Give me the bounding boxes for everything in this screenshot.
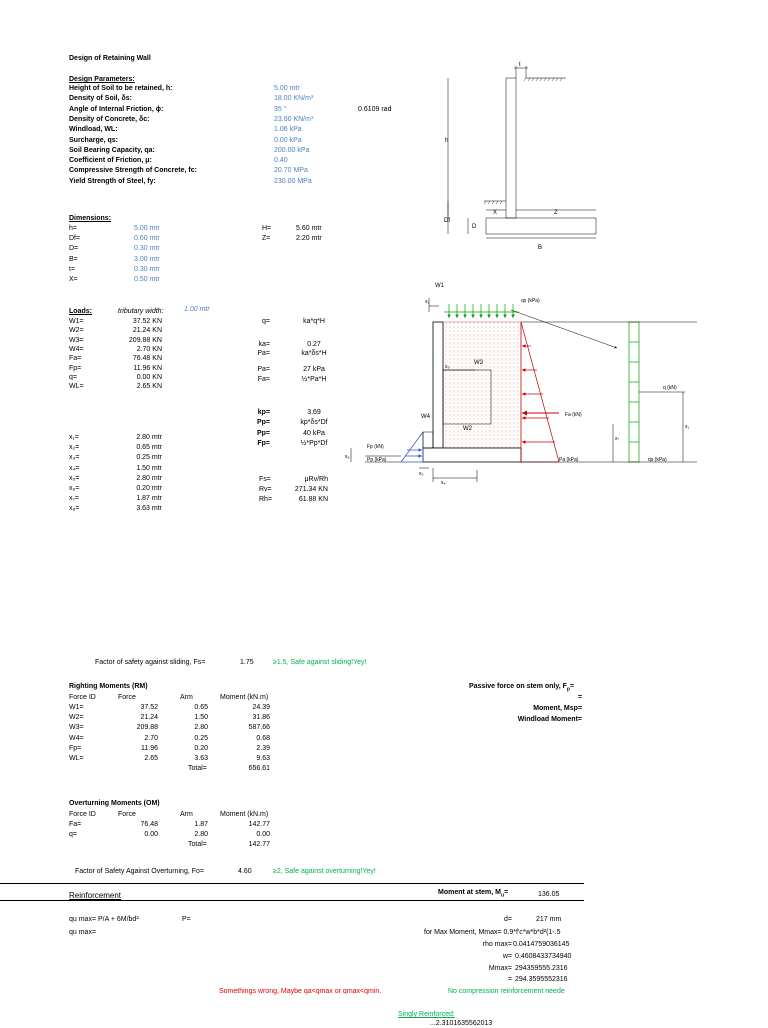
fa-label: Fa (kN)	[565, 412, 582, 418]
tributary-width-label: tributary width:	[118, 308, 164, 315]
table-cell-force: 11.96	[141, 744, 158, 752]
table-header: Moment (kN.m)	[220, 694, 269, 701]
sliding-verdict: ≥1.5, Safe against sliding!Yey!	[273, 659, 367, 666]
arm-value: 1.50 mtr	[136, 464, 162, 472]
passive-pressure-label: Pp=	[256, 429, 270, 437]
x6-label: x₆	[345, 454, 350, 460]
arm-value: 0.25 mtr	[136, 454, 162, 462]
design-parameter-value: 230.00 MPa	[274, 177, 312, 185]
table-cell-moment: 24.39	[252, 704, 270, 711]
load-value: 209.88 KN	[128, 336, 162, 344]
table-cell-force-id: WL=	[69, 755, 84, 762]
design-parameter-label: Density of Soil, δs:	[69, 95, 132, 103]
passive-pressure-label: Pp=	[256, 419, 270, 427]
w3-label: W3	[474, 360, 483, 366]
passive-pressure-value: ½*Pp*Df	[300, 439, 328, 447]
design-parameter-label: Density of Concrete, δc:	[69, 115, 150, 123]
dim-df-label: Df	[444, 218, 450, 224]
table-cell-force: 0.00	[144, 831, 158, 839]
reaction-label: Rh=	[259, 496, 273, 504]
righting-heading: Righting Moments (RM)	[69, 683, 148, 690]
wall-geometry-diagram	[440, 58, 590, 263]
d-value: 217 mm	[536, 916, 562, 923]
design-parameter-value: 5.00 mtr	[274, 85, 300, 92]
table-cell-arm: 3.63	[194, 755, 208, 762]
dim-h-label: h	[445, 138, 449, 144]
windload-moment-label: Windload Moment=	[517, 716, 582, 723]
table-cell-force: 76.48	[140, 821, 158, 828]
load-value: 37.52 KN	[132, 318, 162, 325]
dimension-value: 0.30 mtr	[134, 245, 160, 253]
x1-label: x₁	[685, 424, 690, 430]
fp-label: Fp (kN)	[367, 444, 384, 450]
p-label: P=	[182, 916, 191, 923]
tributary-width-value: 1.00 mtr	[184, 306, 210, 313]
mmax-value: 294359555.2316	[515, 965, 568, 972]
reaction-value: 61.88 KN	[298, 496, 328, 504]
reinforcement-heading: Reinforcement	[69, 891, 122, 900]
design-parameter-label: Height of Soil to be retained, h:	[69, 85, 173, 92]
qs-top-label: qs (kPa)	[521, 298, 540, 304]
reaction-label: Fs=	[259, 476, 271, 483]
active-pressure-value: ½*Pa*H	[301, 376, 327, 383]
design-parameter-label: Angle of Internal Friction, ϕ:	[69, 105, 164, 113]
moment-msp-label: Moment, Msp=	[533, 705, 582, 712]
design-parameter-extra: 0.6109 rad	[358, 105, 392, 113]
dimension-value: 3.00 mtr	[134, 255, 160, 263]
rho-value: 0.0414759036145	[513, 941, 570, 948]
q-kn-label: q (kN)	[663, 385, 677, 391]
page-title: Design of Retaining Wall	[69, 55, 151, 62]
arm-value: 1.87 mtr	[136, 495, 162, 503]
w-label: w=	[502, 953, 512, 960]
dimension-label: D=	[69, 245, 79, 253]
dimension-label: B=	[69, 255, 78, 263]
arm-value: 0.20 mtr	[136, 485, 162, 492]
arm-value: 2.80 mtr	[136, 474, 162, 482]
table-cell-moment: 587.66	[248, 724, 270, 732]
table-total-value: 656.61	[248, 765, 270, 773]
table-cell-moment: 9.63	[256, 755, 270, 762]
load-label: W2=	[69, 327, 84, 335]
dimension-value: 0.30 mtr	[134, 265, 160, 273]
reaction-label: Rv=	[259, 486, 272, 494]
qumax-label: qu max=	[69, 929, 97, 936]
active-pressure-value: ka*q*H	[303, 318, 325, 325]
design-parameter-value: 200.00 kPa	[274, 146, 310, 154]
d-label: d=	[504, 916, 512, 923]
table-cell-arm: 0.25	[194, 734, 208, 742]
reaction-value: 271.34 KN	[294, 486, 328, 494]
passive-pressure-label: kp=	[257, 409, 270, 416]
table-total-label: Total=	[188, 841, 207, 849]
w-value: 0.4608433734940	[515, 953, 572, 960]
passive-pressure-value: 40 kPa	[303, 429, 325, 437]
table-cell-arm: 2.80	[194, 831, 208, 839]
dim-t-label: t	[519, 62, 521, 68]
x3-label: x₃	[419, 471, 424, 477]
arm-value: 0.65 mtr	[136, 444, 162, 452]
design-parameter-value: 35 °	[274, 105, 287, 113]
active-pressure-label: Pa=	[257, 366, 270, 373]
singly-value: ...2.3101635562013	[430, 1020, 493, 1027]
table-header: Force ID	[69, 811, 96, 818]
load-label: W4=	[69, 345, 84, 353]
w4-label: W4	[421, 414, 430, 420]
table-total-label: Total=	[188, 765, 207, 773]
singly-reinforced-heading: Singly Reinforced:	[398, 1011, 455, 1018]
load-value: 0.00 KN	[136, 373, 162, 381]
table-total-value: 142.77	[248, 841, 270, 849]
load-label: WL=	[69, 383, 84, 391]
table-cell-moment: 2.39	[256, 744, 270, 752]
table-header: Arm	[180, 811, 193, 818]
dimension-label: X=	[69, 276, 78, 283]
design-parameters-heading: Design Parameters:	[69, 76, 135, 83]
load-value: 21.24 KN	[132, 327, 162, 335]
load-label: Fp=	[69, 364, 82, 372]
arm-label: x₆=	[69, 485, 80, 492]
qumax-formula: qu max= P/A + 6M/bd²	[69, 916, 139, 923]
table-cell-moment: 0.68	[256, 734, 270, 742]
dim-d-label: D	[472, 224, 477, 230]
no-compression-text: No compression reinforcement neede	[448, 988, 565, 995]
section-divider	[0, 883, 584, 884]
load-label: q=	[69, 373, 77, 381]
reaction-value: μRv/Rh	[304, 476, 328, 483]
load-label: Fa=	[69, 355, 82, 363]
table-header: Force	[118, 811, 136, 818]
dim-x-label: X	[493, 210, 498, 216]
w1-label: W1	[435, 283, 444, 289]
table-cell-moment: 31.86	[252, 714, 270, 722]
load-label: W1=	[69, 318, 84, 325]
arm-value: 3.63 mtr	[136, 505, 162, 513]
mmax-eq-label: =	[507, 976, 512, 983]
table-cell-force-id: Fa=	[69, 821, 82, 828]
dimension-value: 0.60 mtr	[134, 235, 160, 243]
design-parameter-label: Windload, WL:	[69, 126, 118, 134]
table-cell-arm: 1.87	[194, 821, 208, 828]
qs-bottom-label: qs (kPa)	[648, 457, 667, 463]
moment-at-stem-label: Moment at stem, $M_u=$	[438, 889, 509, 899]
table-cell-moment: 142.77	[248, 821, 270, 828]
active-pressure-value: ka*δs*H	[301, 350, 327, 357]
sliding-fs-label: Factor of safety against sliding, Fs=	[95, 659, 206, 666]
table-header: Force	[118, 694, 136, 701]
passive-stem-eq: =	[577, 694, 582, 701]
arm-label: x₂=	[69, 444, 80, 452]
passive-stem-label: Passive force on stem only, $F_p=$	[469, 683, 575, 693]
load-value: 11.96 KN	[133, 364, 162, 372]
dimension-derived-label: Z=	[262, 235, 271, 243]
table-cell-force: 21.24	[140, 714, 158, 722]
dimension-value: 5.00 mtr	[134, 225, 160, 232]
section-divider-2	[0, 900, 584, 901]
table-cell-force-id: W4=	[69, 734, 84, 742]
arm-label: x₃=	[69, 454, 80, 462]
design-parameter-label: Compressive Strength of Concrete, fc:	[69, 167, 197, 175]
overturning-fs-label: Factor of Safety Against Overturning, Fo=	[75, 868, 204, 875]
dimensions-heading: Dimensions:	[69, 215, 112, 222]
load-label: W3=	[69, 336, 84, 344]
mmax-formula: for Max Moment, Mmax= 0.9*f'c*w*b*d²(1-.5	[424, 929, 561, 936]
x4-label: x₄	[441, 480, 446, 486]
rho-label: rho max=	[482, 941, 512, 948]
pa-label: Pa (kPa)	[559, 457, 579, 463]
design-parameter-label: Coefficient of Friction, μ:	[69, 157, 152, 165]
dimension-label: h=	[69, 225, 77, 232]
sliding-fs-value: 1.75	[240, 659, 254, 666]
arm-label: x₄=	[69, 464, 80, 472]
force-diagram	[345, 278, 697, 486]
mmax-eq-value: 294.3595552316	[515, 976, 568, 983]
design-parameter-label: Soil Bearing Capacity, qa:	[69, 146, 155, 154]
table-cell-arm: 0.20	[194, 744, 208, 752]
passive-pressure-label: Fp=	[257, 439, 270, 447]
passive-pressure-value: 3.69	[307, 409, 321, 416]
table-cell-force: 37.52	[140, 704, 158, 711]
table-header: Force ID	[69, 694, 96, 701]
passive-pressure-value: kp*δs*Df	[300, 419, 328, 427]
dimension-derived-value: 5.60 mtr	[296, 225, 322, 232]
moment-at-stem-value: 136.05	[538, 891, 560, 898]
design-parameter-value: 23.60 KN/m³	[274, 115, 314, 123]
dimension-derived-label: H=	[262, 225, 272, 232]
load-value: 2.70 KN	[136, 345, 162, 353]
table-cell-force: 209.88	[136, 724, 158, 732]
design-parameter-value: 0.40	[274, 157, 288, 165]
table-header: Arm	[180, 694, 193, 701]
table-cell-force-id: Fp=	[69, 744, 82, 752]
design-parameter-value: 18.00 KN/m³	[274, 95, 314, 103]
design-parameter-value: 1.06 kPa	[274, 126, 302, 134]
w2-label: W2	[463, 426, 472, 432]
dimension-derived-value: 2.20 mtr	[296, 235, 322, 243]
loads-heading: Loads:	[69, 308, 92, 315]
table-cell-force-id: q=	[69, 831, 77, 839]
table-cell-arm: 1.50	[194, 714, 208, 722]
load-value: 2.65 KN	[136, 383, 162, 391]
x2-label: x₂	[425, 299, 430, 305]
active-pressure-label: ka=	[258, 341, 270, 348]
table-cell-force: 2.70	[144, 734, 158, 742]
table-header: Moment (kN.m)	[220, 811, 269, 818]
arm-label: x₁=	[69, 434, 79, 441]
table-cell-force-id: W2=	[69, 714, 84, 722]
table-cell-moment: 0.00	[256, 831, 270, 839]
overturning-heading: Overturning Moments (OM)	[69, 800, 160, 807]
arm-label: x₅=	[69, 474, 80, 482]
overturning-fs-value: 4.60	[238, 868, 252, 875]
load-value: 76.48 KN	[132, 355, 162, 363]
design-parameter-value: 20.70 MPa	[274, 167, 308, 175]
mmax-label: Mmax=	[488, 965, 512, 972]
design-parameter-label: Yield Strength of Steel, fy:	[69, 177, 156, 185]
pp-label: Pp (kPa)	[367, 457, 387, 463]
active-pressure-label: Fa=	[257, 376, 270, 383]
overturning-verdict: ≥2, Safe against overturning!Yey!	[273, 868, 376, 875]
dim-b-label: B	[538, 245, 543, 251]
active-pressure-label: q=	[262, 318, 270, 325]
design-parameter-label: Surcharge, qs:	[69, 136, 119, 144]
dimension-value: 0.50 mtr	[134, 276, 160, 283]
active-pressure-value: 27 kPa	[303, 366, 325, 373]
arm-label: x₇=	[69, 495, 79, 503]
dim-z-label: Z	[554, 210, 558, 216]
table-cell-force-id: W3=	[69, 724, 84, 732]
arm-label: x₈=	[69, 505, 80, 513]
dimension-label: t=	[69, 265, 76, 273]
x5-label: x₅	[445, 364, 450, 370]
active-pressure-value: 0.27	[307, 341, 321, 348]
active-pressure-label: Pa=	[257, 350, 270, 357]
design-parameter-value: 0.00 kPa	[274, 136, 302, 144]
table-cell-force: 2.65	[144, 755, 158, 762]
table-cell-force-id: W1=	[69, 704, 84, 711]
table-cell-arm: 2.80	[194, 724, 208, 732]
arm-value: 2.80 mtr	[136, 434, 162, 441]
dimension-label: Df=	[69, 235, 81, 243]
x7-label: x₇	[615, 436, 620, 442]
table-cell-arm: 0.65	[194, 704, 208, 711]
warning-text: Somethings wrong, Maybe qa<qmax or qmax<qmin.	[219, 988, 382, 995]
